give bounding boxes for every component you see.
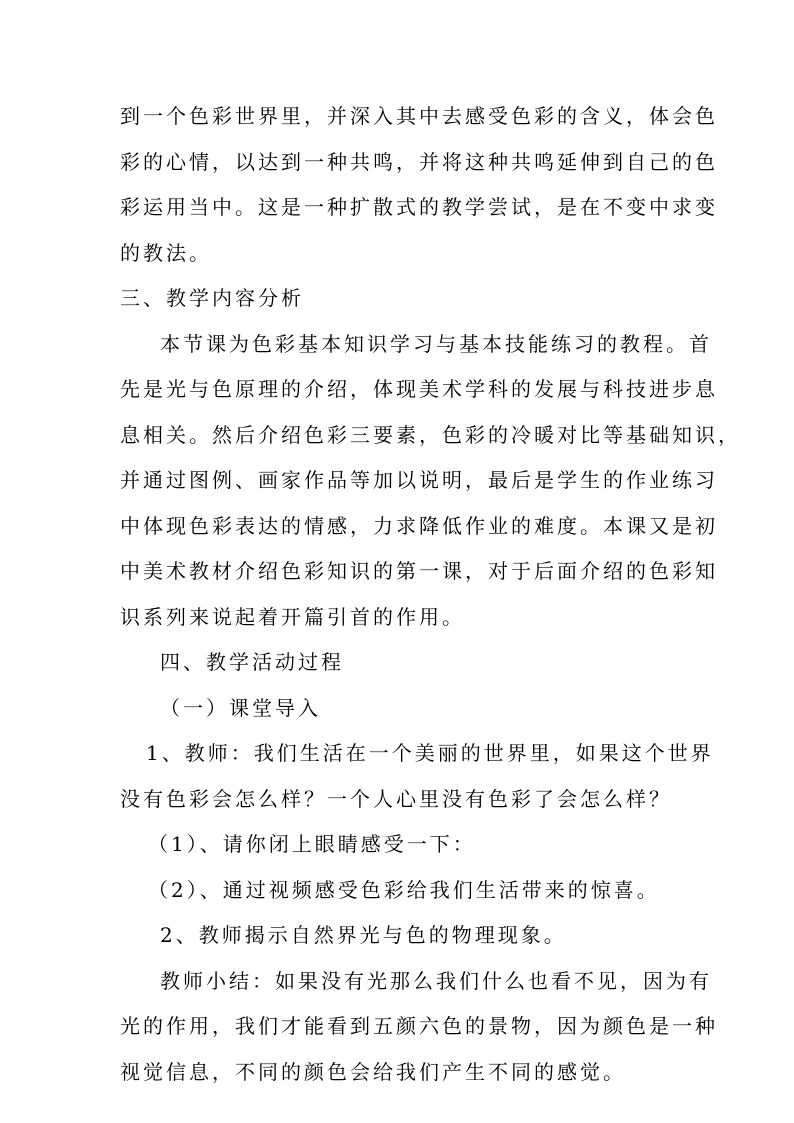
paragraph-line: 视觉信息，不同的颜色会给我们产生不同的感觉。 (120, 1059, 626, 1084)
paragraph-line: 彩的心情，以达到一种共鸣，并将这种共鸣延伸到自己的色 (120, 149, 718, 174)
paragraph-line: 光的作用，我们才能看到五颜六色的景物，因为颜色是一种 (120, 1014, 718, 1038)
paragraph-line: 2、教师揭示自然界光与色的物理现象。 (160, 923, 567, 947)
section-heading: 四、教学活动过程 (160, 650, 344, 674)
document-body (120, 94, 741, 1095)
paragraph-line: 中美术教材介绍色彩知识的第一课，对于后面介绍的色彩知 (120, 559, 718, 583)
paragraph-line: 中体现色彩表达的情感，力求降低作业的难度。本课又是初 (120, 513, 718, 538)
paragraph-line: 教师小结：如果没有光那么我们什么也看不见，因为有 (160, 968, 712, 993)
paragraph-line: 彩运用当中。这是一种扩散式的教学尝试，是在不变中求变 (120, 195, 718, 219)
paragraph-line: 到一个色彩世界里，并深入其中去感受色彩的含义，体会色 (120, 104, 718, 128)
paragraph-line: 并通过图例、画家作品等加以说明，最后是学生的作业练习 (120, 468, 718, 492)
paragraph-line: 本节课为色彩基本知识学习与基本技能练习的教程。首 (160, 331, 712, 356)
section-heading: 三、教学内容分析 (120, 286, 304, 310)
paragraph-line: 息相关。然后介绍色彩三要素，色彩的冷暖对比等基础知识， (120, 422, 741, 447)
subsection-heading: （一）课堂导入 (160, 695, 321, 720)
paragraph-line: 1、教师：我们生活在一个美丽的世界里，如果这个世界 (146, 741, 714, 765)
list-item: （2）、通过视频感受色彩给我们生活带来的惊喜。 (148, 877, 660, 902)
paragraph-line: 先是光与色原理的介绍，体现美术学科的发展与科技进步息 (120, 377, 718, 401)
paragraph-line: 没有色彩会怎么样？一个人心里没有色彩了会怎么样？ (120, 786, 672, 811)
paragraph-line: 的教法。 (120, 240, 212, 265)
list-item: （1）、请你闭上眼睛感受一下： (148, 832, 476, 856)
paragraph-line: 识系列来说起着开篇引首的作用。 (120, 604, 465, 629)
